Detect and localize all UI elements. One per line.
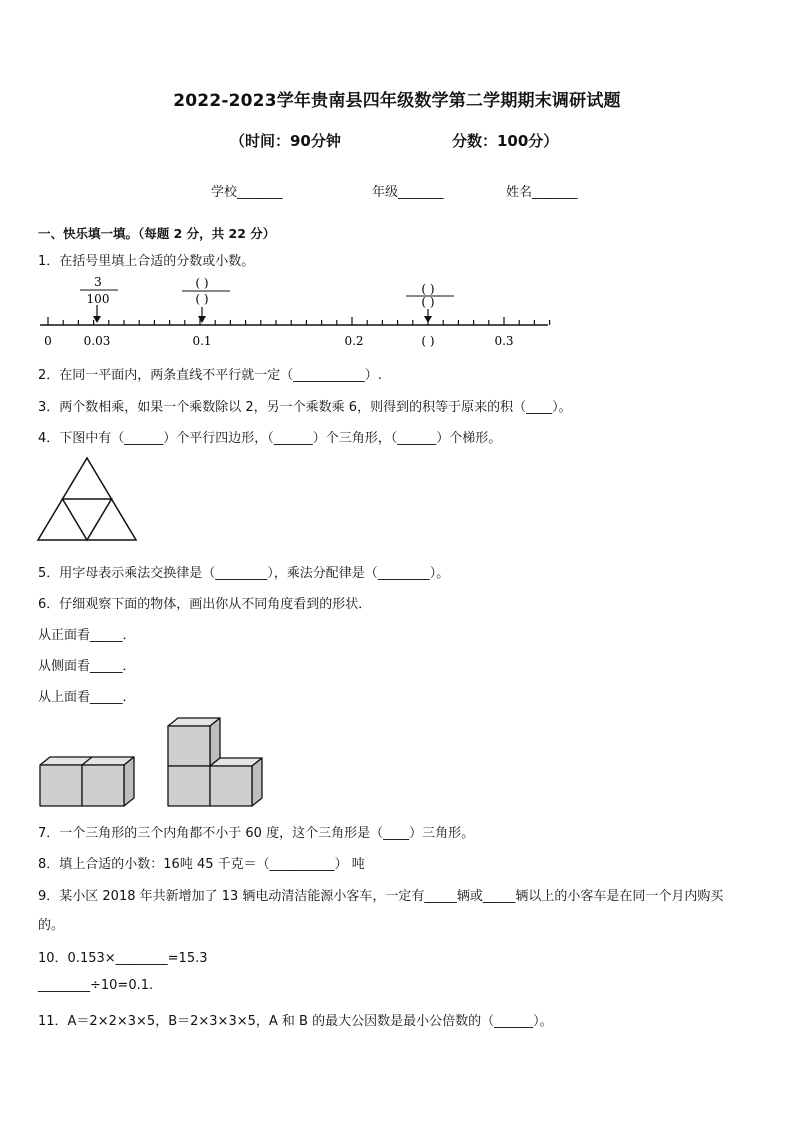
- question-6-top: 从上面看_____．: [38, 690, 136, 705]
- question-3: 3．两个数相乘，如果一个乘数除以 2，另一个乘数乘 6，则得到的积等于原来的积（____）。: [38, 400, 572, 415]
- tick-marks: [48, 317, 550, 325]
- triangle-figure: [36, 455, 140, 543]
- question-5: 5．用字母表示乘法交换律是（________），乘法分配律是（________）。: [38, 566, 450, 581]
- fraction-denominator: 100: [86, 292, 110, 306]
- tick-label-0: 0: [44, 334, 52, 348]
- question-7: 7．一个三角形的三个内角都不小于 60 度，这个三角形是（____）三角形。: [38, 826, 475, 841]
- score-label: 分数：100分）: [452, 132, 559, 150]
- tick-label-003: 0.03: [83, 334, 111, 348]
- tick-label-01: 0.1: [192, 334, 212, 348]
- tick-label-blank: ( ): [421, 334, 435, 348]
- blank-fraction-top-2: ( ): [421, 282, 435, 296]
- cube-figures: [36, 714, 276, 810]
- arrow-head-3: [424, 316, 432, 323]
- question-4: 4．下图中有（______）个平行四边形，（______）个三角形，（______）个梯形。: [38, 431, 502, 446]
- question-1: 1．在括号里填上合适的分数或小数。: [38, 254, 255, 269]
- question-8: 8．填上合适的小数：16吨 45 千克＝（__________） 吨: [38, 857, 365, 872]
- blank-fraction-top-1: ( ): [195, 276, 209, 290]
- question-2: 2．在同一平面内，两条直线不平行就一定（___________）.: [38, 368, 382, 383]
- tick-label-02: 0.2: [344, 334, 364, 348]
- tick-label-03: 0.3: [494, 334, 514, 348]
- blank-fraction-bottom-1: ( ): [195, 292, 209, 306]
- question-11: 11．A＝2×2×3×5，B＝2×3×3×5，A 和 B 的最大公因数是最小公倍数的（______）。: [38, 1014, 553, 1029]
- name-field[interactable]: 姓名_______: [506, 185, 578, 200]
- inner-triangle: [63, 499, 112, 540]
- question-10: 10．0.153×________=15.3: [38, 951, 208, 966]
- number-line-figure: [36, 272, 556, 352]
- question-6: 6．仔细观察下面的物体，画出你从不同角度看到的形状．: [38, 597, 372, 612]
- arrow-head-2: [198, 316, 206, 323]
- question-9-cont: 的。: [38, 918, 65, 933]
- school-field[interactable]: 学校_______: [211, 185, 283, 200]
- question-10-cont: ________÷10=0.1.: [38, 978, 154, 993]
- time-label: （时间：90分钟: [230, 132, 341, 150]
- question-9: 9．某小区 2018 年共新增加了 13 辆电动清洁能源小客车，一定有_____辆或_____辆以上的小客车是在同一个月内购买: [38, 889, 724, 904]
- cube-group-left: [40, 757, 134, 806]
- section-heading: 一、快乐填一填。（每题 2 分，共 22 分）: [38, 226, 276, 241]
- grade-field[interactable]: 年级_______: [372, 185, 444, 200]
- question-6-side: 从侧面看_____．: [38, 659, 136, 674]
- fraction-numerator: 3: [94, 275, 102, 289]
- cube-group-right: [168, 718, 262, 806]
- page-title: 2022-2023学年贵南县四年级数学第二学期期末调研试题: [173, 91, 621, 111]
- blank-fraction-bottom-2: ( ): [421, 295, 435, 309]
- question-6-front: 从正面看_____．: [38, 628, 136, 643]
